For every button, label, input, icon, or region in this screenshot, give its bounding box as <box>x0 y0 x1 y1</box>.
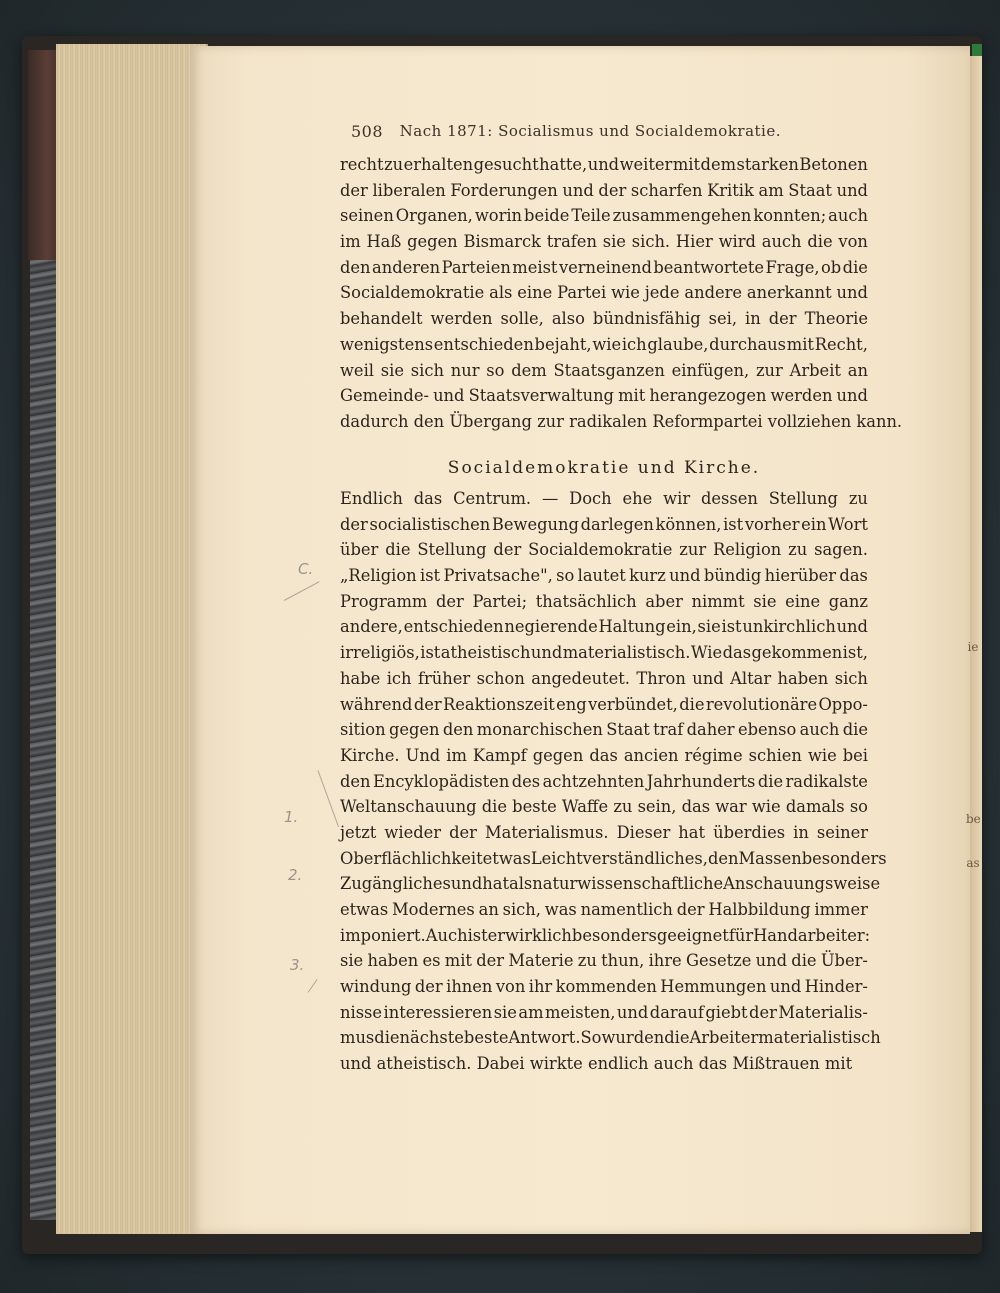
text-line: weil sie sich nur so dem Staatsganzen einfügen, zur Arbeit an <box>340 360 868 380</box>
text-line: Programm der Partei; thatsächlich aber nimmt sie eine ganz <box>340 591 868 611</box>
text-line: mus die nächste beste Antwort. So wurden die Arbeiter materialistisch <box>340 1028 881 1048</box>
text-line: der liberalen Forderungen und der scharfen Kritik am Staat und <box>340 180 868 200</box>
text-line: imponiert. Auch ist er wirklich besonders geeignet für Handarbeiter: <box>340 925 871 945</box>
running-title: Nach 1871: Socialismus und Socialdemokratie. <box>399 122 781 140</box>
text-line: den Encyklopädisten des achtzehnten Jahrhunderts die radikalste <box>340 771 868 791</box>
paragraph-2 <box>340 486 887 1077</box>
text-line: Weltanschauung die beste Waffe zu sein, das war wie damals so <box>340 797 868 817</box>
text-line: jetzt wieder der Materialismus. Dieser hat überdies in seiner <box>340 822 868 842</box>
margin-note-3: 3. <box>290 956 305 974</box>
text-line: Endlich das Centrum. — Doch ehe wir dessen Stellung zu <box>340 489 868 508</box>
text-line: Socialdemokratie als eine Partei wie jede andere anerkannt und <box>340 283 868 303</box>
text-line: behandelt werden solle, also bündnisfähig sei, in der Theorie <box>340 309 868 329</box>
text-line: während der Reaktionszeit eng verbündet, die revolutionäre Oppo- <box>340 694 868 714</box>
text-line: Zugängliches und hat als naturwissenschaftliche Anschauungsweise <box>340 874 881 894</box>
text-line: etwas Modernes an sich, was namentlich der Halbbildung immer <box>340 900 868 919</box>
text-line: und atheistisch. Dabei wirkte endlich auch das Mißtrauen mit <box>340 1054 853 1074</box>
text-line: dadurch den Übergang zur radikalen Reformpartei vollziehen kann. <box>340 411 903 431</box>
text-line: Gemeinde- und Staatsverwaltung mit herangezogen werden und <box>340 386 868 406</box>
text-line: Oberflächlichkeit etwas Leichtverständliches, den Massen besonders <box>340 848 887 868</box>
page-edges-block <box>56 44 208 1234</box>
text-line: seinen Organen, worin beide Teile zusammengehen konnten; auch <box>340 206 868 226</box>
text-line: den anderen Parteien meist verneinend beantwortete Frage, ob die <box>340 257 868 277</box>
text-line: „Religion ist Privatsache", so lautet kurz und bündig hierüber das <box>340 566 868 586</box>
page-number: 508 <box>351 122 384 141</box>
text-line: über die Stellung der Socialdemokratie zur Religion zu sagen. <box>340 540 868 560</box>
margin-note-2: 2. <box>288 866 303 884</box>
text-line: andere, entschieden negierende Haltung ein, sie ist unkirchlich und <box>340 617 868 637</box>
text-line: der socialistischen Bewegung darlegen können, ist vorher ein Wort <box>340 514 868 534</box>
section-heading: Socialdemokratie und Kirche. <box>447 458 761 478</box>
text-line: sie haben es mit der Materie zu thun, ihre Gesetze und die Über- <box>340 951 868 971</box>
text-line: nisse interessieren sie am meisten, und darauf giebt der Materialis- <box>340 1002 868 1022</box>
text-line: im Haß gegen Bismarck trafen sie sich. Hier wird auch die von <box>340 232 868 252</box>
text-line: Kirche. Und im Kampf gegen das ancien régime schien wie bei <box>340 745 868 765</box>
text-line: habe ich früher schon angedeutet. Thron und Altar haben sich <box>340 668 868 688</box>
text-line: wenigstens entschieden bejaht, wie ich glaube, durchaus mit Recht, <box>340 334 868 354</box>
running-header <box>351 122 781 141</box>
text-line: windung der ihnen von ihr kommenden Hemmungen und Hinder- <box>340 977 868 997</box>
margin-note-c: C. <box>298 560 314 578</box>
facing-page-text-2: be <box>966 812 981 826</box>
text-line: irreligiös, ist atheistisch und materialistisch. Wie das gekommen ist, <box>340 643 868 663</box>
margin-note-1: 1. <box>284 808 299 826</box>
facing-page-text-1: ie <box>967 640 979 654</box>
text-line: sition gegen den monarchischen Staat traf daher ebenso auch die <box>340 720 868 740</box>
text-line: recht zu erhalten gesucht hatte, und weiter mit dem starken Betonen <box>340 155 868 174</box>
facing-page-text-3: as <box>966 856 980 870</box>
paragraph-1 <box>340 152 903 435</box>
